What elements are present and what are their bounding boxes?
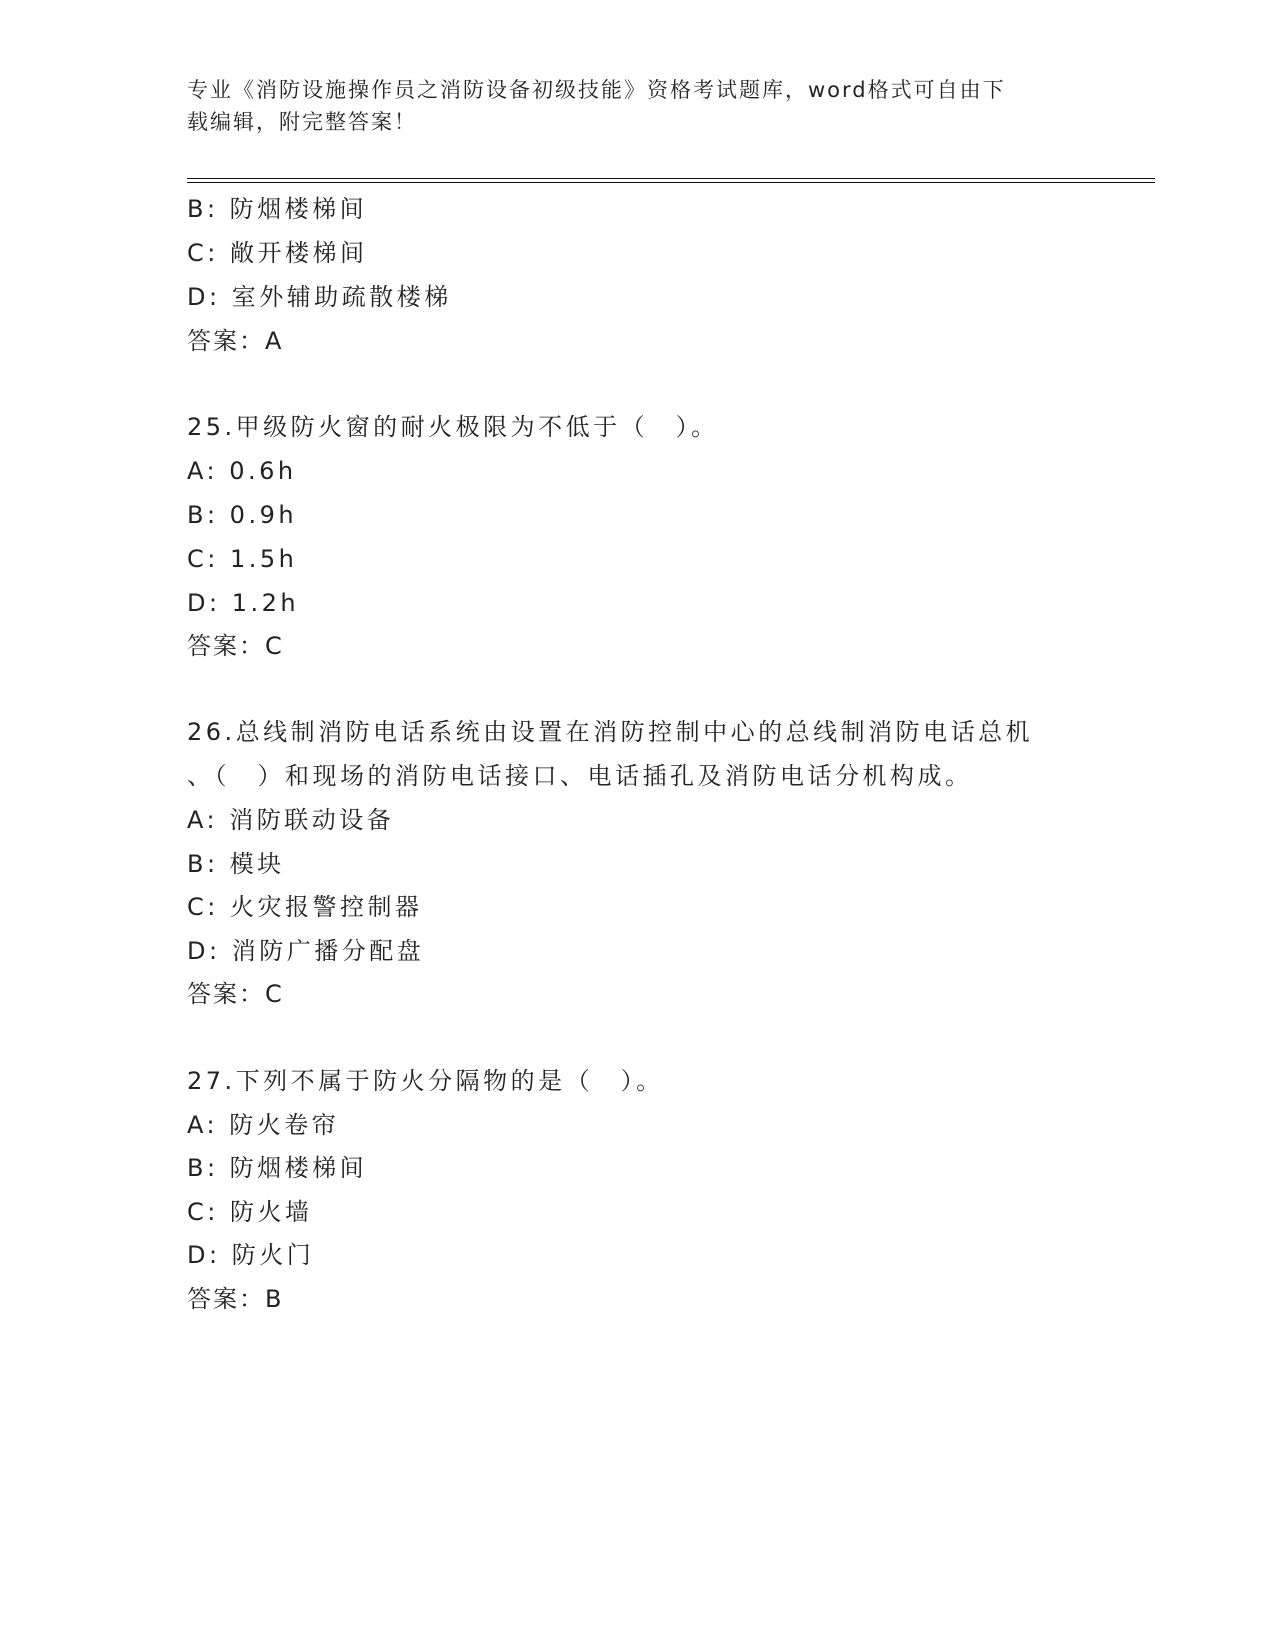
q25-option-a: A: 0.6h xyxy=(187,457,297,485)
q24-answer: 答案：A xyxy=(187,327,284,355)
q26-stem-line-2: 、（ ）和现场的消防电话接口、电话插孔及消防电话分机构成。 xyxy=(187,762,973,790)
q27-answer: 答案：B xyxy=(187,1285,284,1313)
q26-option-d: D: 消防广播分配盘 xyxy=(187,937,425,965)
q26-answer: 答案：C xyxy=(187,980,284,1008)
q26-option-b: B: 模块 xyxy=(187,850,285,878)
q25-stem: 25.甲级防火窗的耐火极限为不低于（ ）。 xyxy=(187,413,719,441)
q27-option-c: C: 防火墙 xyxy=(187,1198,313,1226)
q25-option-d: D: 1.2h xyxy=(187,589,300,617)
document-header xyxy=(187,74,1087,138)
header-divider-bottom xyxy=(187,182,1155,183)
q24-option-d: D: 室外辅助疏散楼梯 xyxy=(187,283,452,311)
q25-option-b: B: 0.9h xyxy=(187,501,298,529)
q26-option-a: A: 消防联动设备 xyxy=(187,806,395,834)
q26-option-c: C: 火灾报警控制器 xyxy=(187,893,423,921)
header-line-1: 专业《消防设施操作员之消防设备初级技能》资格考试题库，word格式可自由下 xyxy=(187,78,1006,102)
q26-stem-line-1: 26.总线制消防电话系统由设置在消防控制中心的总线制消防电话总机 xyxy=(187,718,1034,746)
q25-option-c: C: 1.5h xyxy=(187,545,298,573)
q27-option-a: A: 防火卷帘 xyxy=(187,1111,340,1139)
q24-option-c: C: 敞开楼梯间 xyxy=(187,239,368,267)
header-divider-top xyxy=(187,178,1155,179)
q27-option-d: D: 防火门 xyxy=(187,1241,315,1269)
q27-stem: 27.下列不属于防火分隔物的是（ ）。 xyxy=(187,1067,664,1095)
q25-answer: 答案：C xyxy=(187,632,284,660)
q24-option-b: B: 防烟楼梯间 xyxy=(187,195,368,223)
header-line-2: 载编辑，附完整答案！ xyxy=(187,110,417,134)
q27-option-b: B: 防烟楼梯间 xyxy=(187,1154,368,1182)
